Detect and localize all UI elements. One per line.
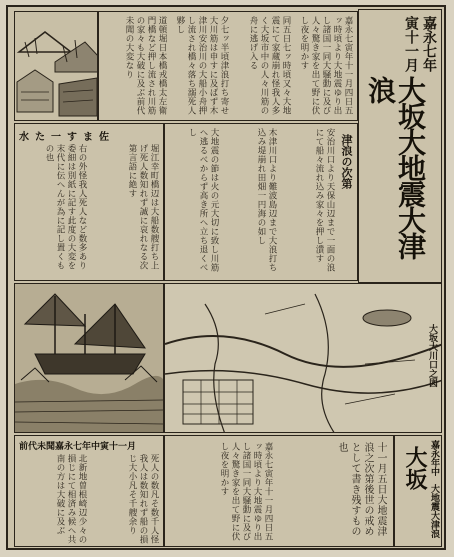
text-column: 堀江幸町橋辺は大船数艘打ち上げ死人数知れず誠に哀れなる次第言語に絶す (127, 144, 159, 270)
middle-left-text-block (14, 123, 164, 281)
era-date: 嘉永七年 (421, 16, 437, 72)
title-header-box (358, 9, 442, 283)
text-column: 同五日七ッ時頃又々大地震にて家蔵崩れ怪我人多く大坂市中の人々川筋の舟に逃げ入る (248, 16, 291, 115)
river-map (164, 283, 442, 433)
top-left-illustration (14, 11, 98, 121)
wrecked-ships-illustration (15, 284, 164, 433)
bottom-tag: 前代未聞 (19, 442, 56, 452)
map-caption: 大坂大川口之図 (427, 324, 437, 387)
text-column: 嘉永七寅年十一月四日五ッ時頃より大地震ゆり出し諸国一同大騒動に及び人々驚き家を出て野に伏し夜を明かす (299, 16, 353, 115)
collapsed-houses-illustration (15, 12, 98, 121)
tsunami-banner: 水た一すま佐 (19, 132, 115, 143)
text-column: 大地震の節は火の元大切に致し川筋へ逃るべからず高き所へ立ち退くべし (187, 128, 219, 272)
subtitle-tsunami: 津浪の次第 (340, 134, 353, 189)
upper-text-block (98, 11, 358, 121)
footer-title-box (394, 435, 442, 547)
bottom-left-block (14, 435, 164, 547)
month-label: 寅十一月 (403, 16, 419, 72)
footer-main: 大坂 (402, 446, 428, 490)
footer-era: 嘉永年中 (429, 440, 439, 476)
bottom-header: 嘉永七年中寅十一月 (55, 442, 137, 452)
broadsheet-page (6, 5, 446, 550)
text-column: 夕七ッ半頃津浪打ち寄せ大川筋は申すに及ばず木津川安治川の大船小舟押し流され橋々落ち溺死人夥し (175, 16, 229, 115)
text-column: 木津川口より難波島辺まで大浪打ち込み堤崩れ田畑一円海の如し (256, 128, 277, 272)
text-column: 十一月五日大地震津浪之次第後世の戒めとして書き残すもの也 (336, 442, 386, 537)
main-title: 大坂大地震大津浪 (364, 76, 427, 258)
text-column: 死人の数凡そ数千人怪我人は数知れず船の損じ大小凡そ千艘余り (127, 454, 159, 544)
middle-center-text-block (164, 123, 358, 281)
text-column: 道頓堀日本橋戎橋太左衛門橋など押し流され川筋の家々も大破に及ぶ前代未聞の大変なり (124, 16, 167, 115)
text-column: 右の外怪我人死人など数多あり委細は別紙に記す此度の大変を末代に伝へんが為に記し置くもの也 (44, 144, 87, 270)
footer-side: 大地震大津浪 (429, 484, 439, 538)
text-column: 嘉永七寅年十一月四日五ッ時頃より大地震ゆり出し諸国一同大騒動に及び人々驚き家を出て野に伏し夜を明かす (219, 442, 273, 541)
ship-wreck-illustration (14, 283, 164, 433)
text-column: 北新地曽根崎辺少々の損じにて相済み候へ共南の方は大破に及ぶ (55, 454, 87, 544)
osaka-river-map (165, 284, 442, 433)
bottom-center-block (164, 435, 394, 547)
text-column: 安治川口より天保山辺まで一面の浪にて船々流れ込み家々を押し潰す (314, 128, 335, 272)
